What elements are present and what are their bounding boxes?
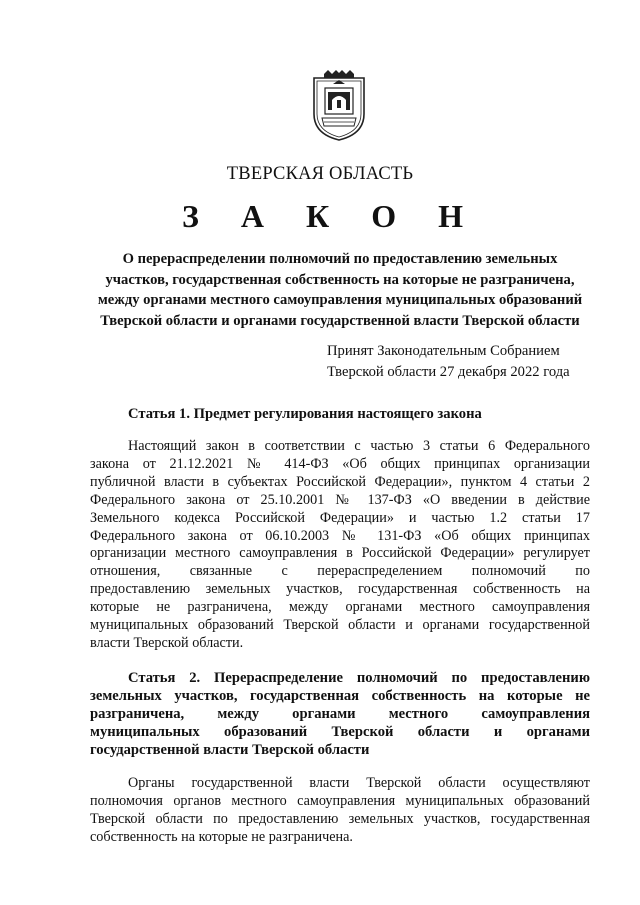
- article-2-heading-line: муниципальных образований Тверской области и органами: [90, 724, 590, 741]
- article-1-line: Федерального закона от 25.10.2001 № 137-ФЗ «О введении в действие: [90, 491, 590, 508]
- article-1-line: предоставлению земельных участков, государственная собственность на: [90, 581, 590, 598]
- article-1-line: власти Тверской области.: [90, 634, 244, 651]
- article-1-line: закона от 21.12.2021 № 414-ФЗ «Об общих принципах организации: [90, 455, 590, 472]
- article-1-line: публичной власти в субъектах Российской Федерации», пунктом 4 статьи 2: [90, 473, 590, 490]
- article-1-line: отношения, связанные с перераспределением полномочий по: [90, 563, 590, 580]
- article-1-text: [90, 438, 590, 653]
- article-1-line: организации местного самоуправления в Российской Федерации» регулирует: [90, 545, 590, 562]
- article-1-heading: Статья 1. Предмет регулирования настоящего закона: [128, 406, 482, 422]
- law-title-line: участков, государственная собственность на которые не разграничена,: [105, 271, 575, 288]
- article-2-text: [90, 775, 590, 847]
- article-1-line: Федерального закона от 06.10.2003 № 131-ФЗ «Об общих принципах: [90, 527, 590, 544]
- article-2-heading-line: Статья 2. Перераспределение полномочий по предоставлению: [128, 670, 590, 686]
- article-2-heading-line: разграничена, между органами местного самоуправления: [90, 706, 590, 723]
- article-1-line: Земельного кодекса Российской Федерации» и частью 1.2 статьи 17: [90, 509, 590, 526]
- article-1-line: которые не разграничена, между органами местного самоуправления: [90, 599, 590, 616]
- adoption-date-line: Тверской области 27 декабря 2022 года: [327, 363, 570, 380]
- article-1-line: муниципальных образований Тверской области и органами государственной: [90, 617, 590, 634]
- article-2-line: Органы государственной власти Тверской области осуществляют: [128, 775, 590, 791]
- law-title-line: Тверской области и органами государственной власти Тверской области: [100, 312, 580, 329]
- article-2-heading-line: земельных участков, государственная собственность на которые не: [90, 688, 590, 705]
- law-title-line: О перераспределении полномочий по предоставлению земельных: [122, 251, 558, 267]
- region-name: ТВЕРСКАЯ ОБЛАСТЬ: [226, 164, 414, 184]
- law-title: [88, 249, 592, 331]
- article-2-heading-line: государственной власти Тверской области: [90, 742, 370, 759]
- document-type-heading: З А К О Н: [182, 198, 480, 234]
- adoption-note: [327, 341, 570, 382]
- article-2-heading: [90, 669, 590, 759]
- coat-of-arms-emblem: [310, 70, 368, 142]
- law-title-line: между органами местного самоуправления муниципальных образований: [97, 292, 583, 308]
- article-2-line: Тверской области по предоставлению земельных участков, государственная: [90, 810, 590, 827]
- article-2-line: собственность на которые не разграничена.: [90, 828, 353, 845]
- article-1-line: Настоящий закон в соответствии с частью 3 статьи 6 Федерального: [128, 438, 590, 454]
- article-2-line: полномочия органов местного самоуправления муниципальных образований: [90, 792, 590, 809]
- adoption-line: Принят Законодательным Собранием: [327, 343, 560, 359]
